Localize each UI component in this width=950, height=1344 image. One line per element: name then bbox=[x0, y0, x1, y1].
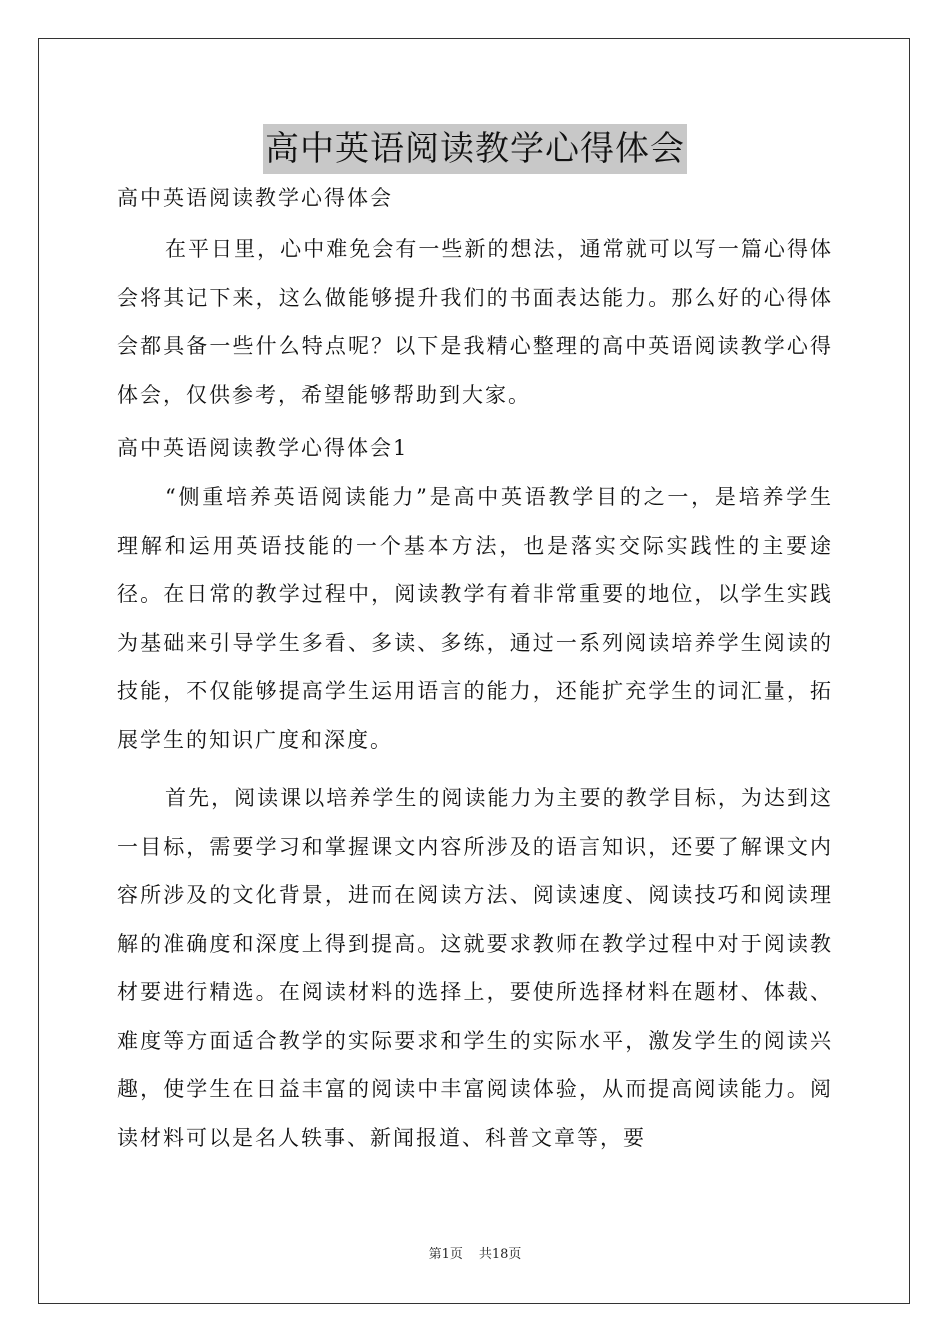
page-number: 第1页 bbox=[428, 1247, 463, 1262]
intro-paragraph: 在平日里，心中难免会有一些新的想法，通常就可以写一篇心得体会将其记下来，这么做能够提升我们的书面表达能力。那么好的心得体会都具备一些什么特点呢？以下是我精心整理的高中英语阅读教学心得体会，仅供参考，希望能够帮助到大家。 bbox=[117, 237, 833, 407]
page-total: 共18页 bbox=[478, 1247, 522, 1262]
section-paragraph-1: “侧重培养英语阅读能力”是高中英语教学目的之一，是培养学生理解和运用英语技能的一个基本方法，也是落实交际实践性的主要途径。在日常的教学过程中，阅读教学有着非常重要的地位，以学生实践为基础来引导学生多看、多读、多练，通过一系列阅读培养学生阅读的技能，不仅能够提高学生运用语言的能力，还能扩充学生的词汇量，拓展学生的知识广度和深度。 bbox=[117, 485, 833, 752]
document-title: 高中英语阅读教学心得体会 bbox=[263, 124, 687, 174]
page-footer bbox=[0, 1245, 950, 1265]
document-subtitle: 高中英语阅读教学心得体会 bbox=[117, 186, 393, 210]
section-paragraph-2: 首先，阅读课以培养学生的阅读能力为主要的教学目标，为达到这一目标，需要学习和掌握课文内容所涉及的语言知识，还要了解课文内容所涉及的文化背景，进而在阅读方法、阅读速度、阅读技巧和阅读理解的准确度和深度上得到提高。这就要求教师在教学过程中对于阅读教材要进行精选。在阅读材料的选择上，要使所选择材料在题材、体裁、难度等方面适合教学的实际要求和学生的实际水平，激发学生的阅读兴趣，使学生在日益丰富的阅读中丰富阅读体验，从而提高阅读能力。阅读材料可以是名人轶事、新闻报道、科普文章等，要 bbox=[117, 786, 833, 1150]
title-container bbox=[0, 124, 950, 174]
section-heading: 高中英语阅读教学心得体会1 bbox=[117, 436, 409, 460]
